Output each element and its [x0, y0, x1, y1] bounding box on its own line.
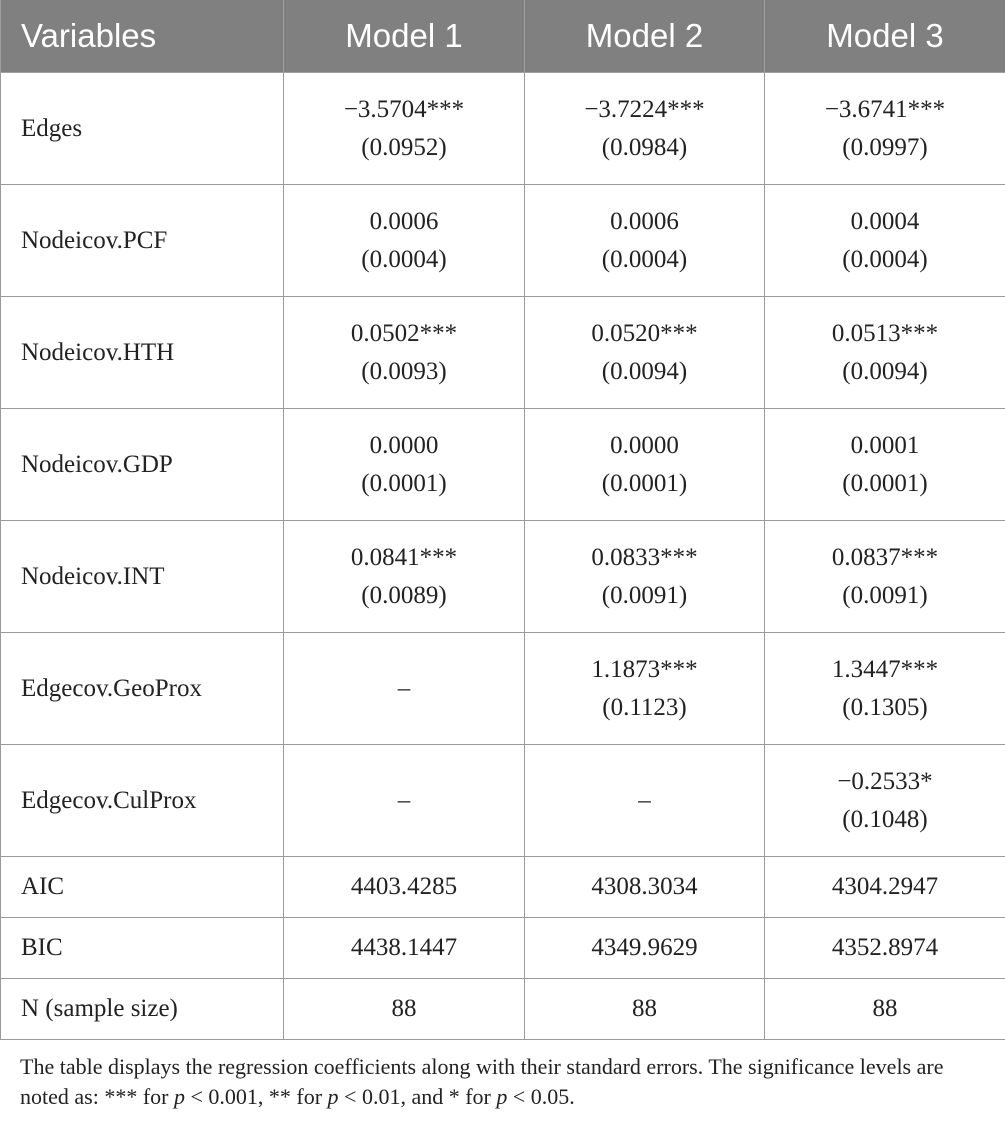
coefficient: 0.0513*** [831, 319, 939, 347]
table-cell [284, 745, 525, 857]
table-cell [765, 185, 1005, 297]
standard-error: (0.0004) [842, 245, 928, 273]
table-row [1, 979, 1005, 1040]
variable-name: Nodeicov.PCF [1, 185, 284, 297]
variable-name: Nodeicov.INT [1, 521, 284, 633]
table-footnote [20, 1052, 985, 1112]
table-row [1, 409, 1005, 521]
table-row [1, 297, 1005, 409]
standard-error: (0.0952) [361, 133, 447, 161]
standard-error: (0.0089) [361, 581, 447, 609]
table-cell [284, 73, 525, 185]
coefficient: 0.0520*** [591, 319, 698, 347]
standard-error: (0.1123) [602, 693, 687, 721]
coefficient: 1.1873*** [591, 655, 698, 683]
stat-value: 88 [765, 979, 1005, 1040]
stat-value: 88 [284, 979, 525, 1040]
header-variables: Variables [1, 0, 284, 73]
coefficient: – [638, 786, 651, 814]
standard-error: (0.1305) [842, 693, 928, 721]
coefficient: 0.0000 [369, 431, 439, 459]
standard-error: (0.0004) [601, 245, 688, 273]
standard-error: (0.0091) [601, 581, 688, 609]
stat-name: BIC [1, 918, 284, 979]
standard-error: (0.0997) [842, 133, 928, 161]
stat-value: 4308.3034 [525, 857, 765, 918]
coefficient: 0.0004 [850, 207, 920, 235]
coefficient: −3.5704*** [343, 95, 465, 123]
table-cell [525, 73, 765, 185]
table-cell [525, 745, 765, 857]
header-row [1, 0, 1005, 73]
table-cell [765, 73, 1005, 185]
table-cell [525, 633, 765, 745]
coefficient: −0.2533* [837, 767, 933, 795]
coefficient: −3.7224*** [584, 95, 705, 123]
table-cell [765, 745, 1005, 857]
standard-error: (0.0001) [842, 469, 928, 497]
table-cell [284, 521, 525, 633]
table-cell [284, 297, 525, 409]
standard-error: (0.0004) [361, 245, 447, 273]
stat-value: 4304.2947 [765, 857, 1005, 918]
stat-value: 4403.4285 [284, 857, 525, 918]
standard-error: (0.1048) [842, 805, 928, 833]
coefficient: 0.0006 [610, 207, 679, 235]
coefficient: 0.0000 [610, 431, 679, 459]
stat-value: 4352.8974 [765, 918, 1005, 979]
coefficient: 0.0001 [850, 431, 920, 459]
stat-name: AIC [1, 857, 284, 918]
footnote-text: < 0.001, ** for [184, 1084, 328, 1109]
header-model-3: Model 3 [765, 0, 1005, 73]
coefficient: 0.0833*** [591, 543, 698, 571]
footnote-text: < 0.05. [507, 1084, 575, 1109]
variable-name: Nodeicov.GDP [1, 409, 284, 521]
p-symbol: p [173, 1084, 185, 1109]
table-cell [284, 185, 525, 297]
standard-error: (0.0984) [601, 133, 688, 161]
stat-value: 4349.9629 [525, 918, 765, 979]
standard-error: (0.0093) [361, 357, 447, 385]
table-cell [765, 521, 1005, 633]
table-row [1, 633, 1005, 745]
stat-name: N (sample size) [1, 979, 284, 1040]
table-row [1, 185, 1005, 297]
table-row [1, 918, 1005, 979]
coefficient: – [397, 786, 411, 814]
coefficient: 0.0502*** [350, 319, 458, 347]
table-row [1, 73, 1005, 185]
stat-value: 4438.1447 [284, 918, 525, 979]
table-cell [284, 633, 525, 745]
coefficient: – [397, 674, 411, 702]
table-cell [765, 409, 1005, 521]
coefficient: 1.3447*** [831, 655, 939, 683]
coefficient: 0.0837*** [831, 543, 939, 571]
standard-error: (0.0001) [361, 469, 447, 497]
footnote-text: < 0.01, and * for [338, 1084, 497, 1109]
standard-error: (0.0094) [601, 357, 688, 385]
table-row [1, 857, 1005, 918]
coefficient: 0.0841*** [350, 543, 458, 571]
standard-error: (0.0091) [842, 581, 928, 609]
p-symbol: p [496, 1084, 508, 1109]
footnote-text: The table displays the regression coefficients along with their standard errors. The significance levels are noted as: *** for [20, 1054, 944, 1109]
table-cell [525, 521, 765, 633]
table-cell [765, 297, 1005, 409]
p-symbol: p [327, 1084, 339, 1109]
variable-name: Edges [1, 73, 284, 185]
variable-name: Nodeicov.HTH [1, 297, 284, 409]
table-cell [765, 633, 1005, 745]
header-model-1: Model 1 [284, 0, 525, 73]
standard-error: (0.0094) [842, 357, 928, 385]
table-cell [284, 409, 525, 521]
stat-value: 88 [525, 979, 765, 1040]
coefficient: 0.0006 [369, 207, 439, 235]
header-model-2: Model 2 [525, 0, 765, 73]
table-row [1, 745, 1005, 857]
coefficient: −3.6741*** [824, 95, 946, 123]
variable-name: Edgecov.GeoProx [1, 633, 284, 745]
table-cell [525, 409, 765, 521]
table-cell [525, 185, 765, 297]
table-row [1, 521, 1005, 633]
table-cell [525, 297, 765, 409]
variable-name: Edgecov.CulProx [1, 745, 284, 857]
standard-error: (0.0001) [601, 469, 688, 497]
